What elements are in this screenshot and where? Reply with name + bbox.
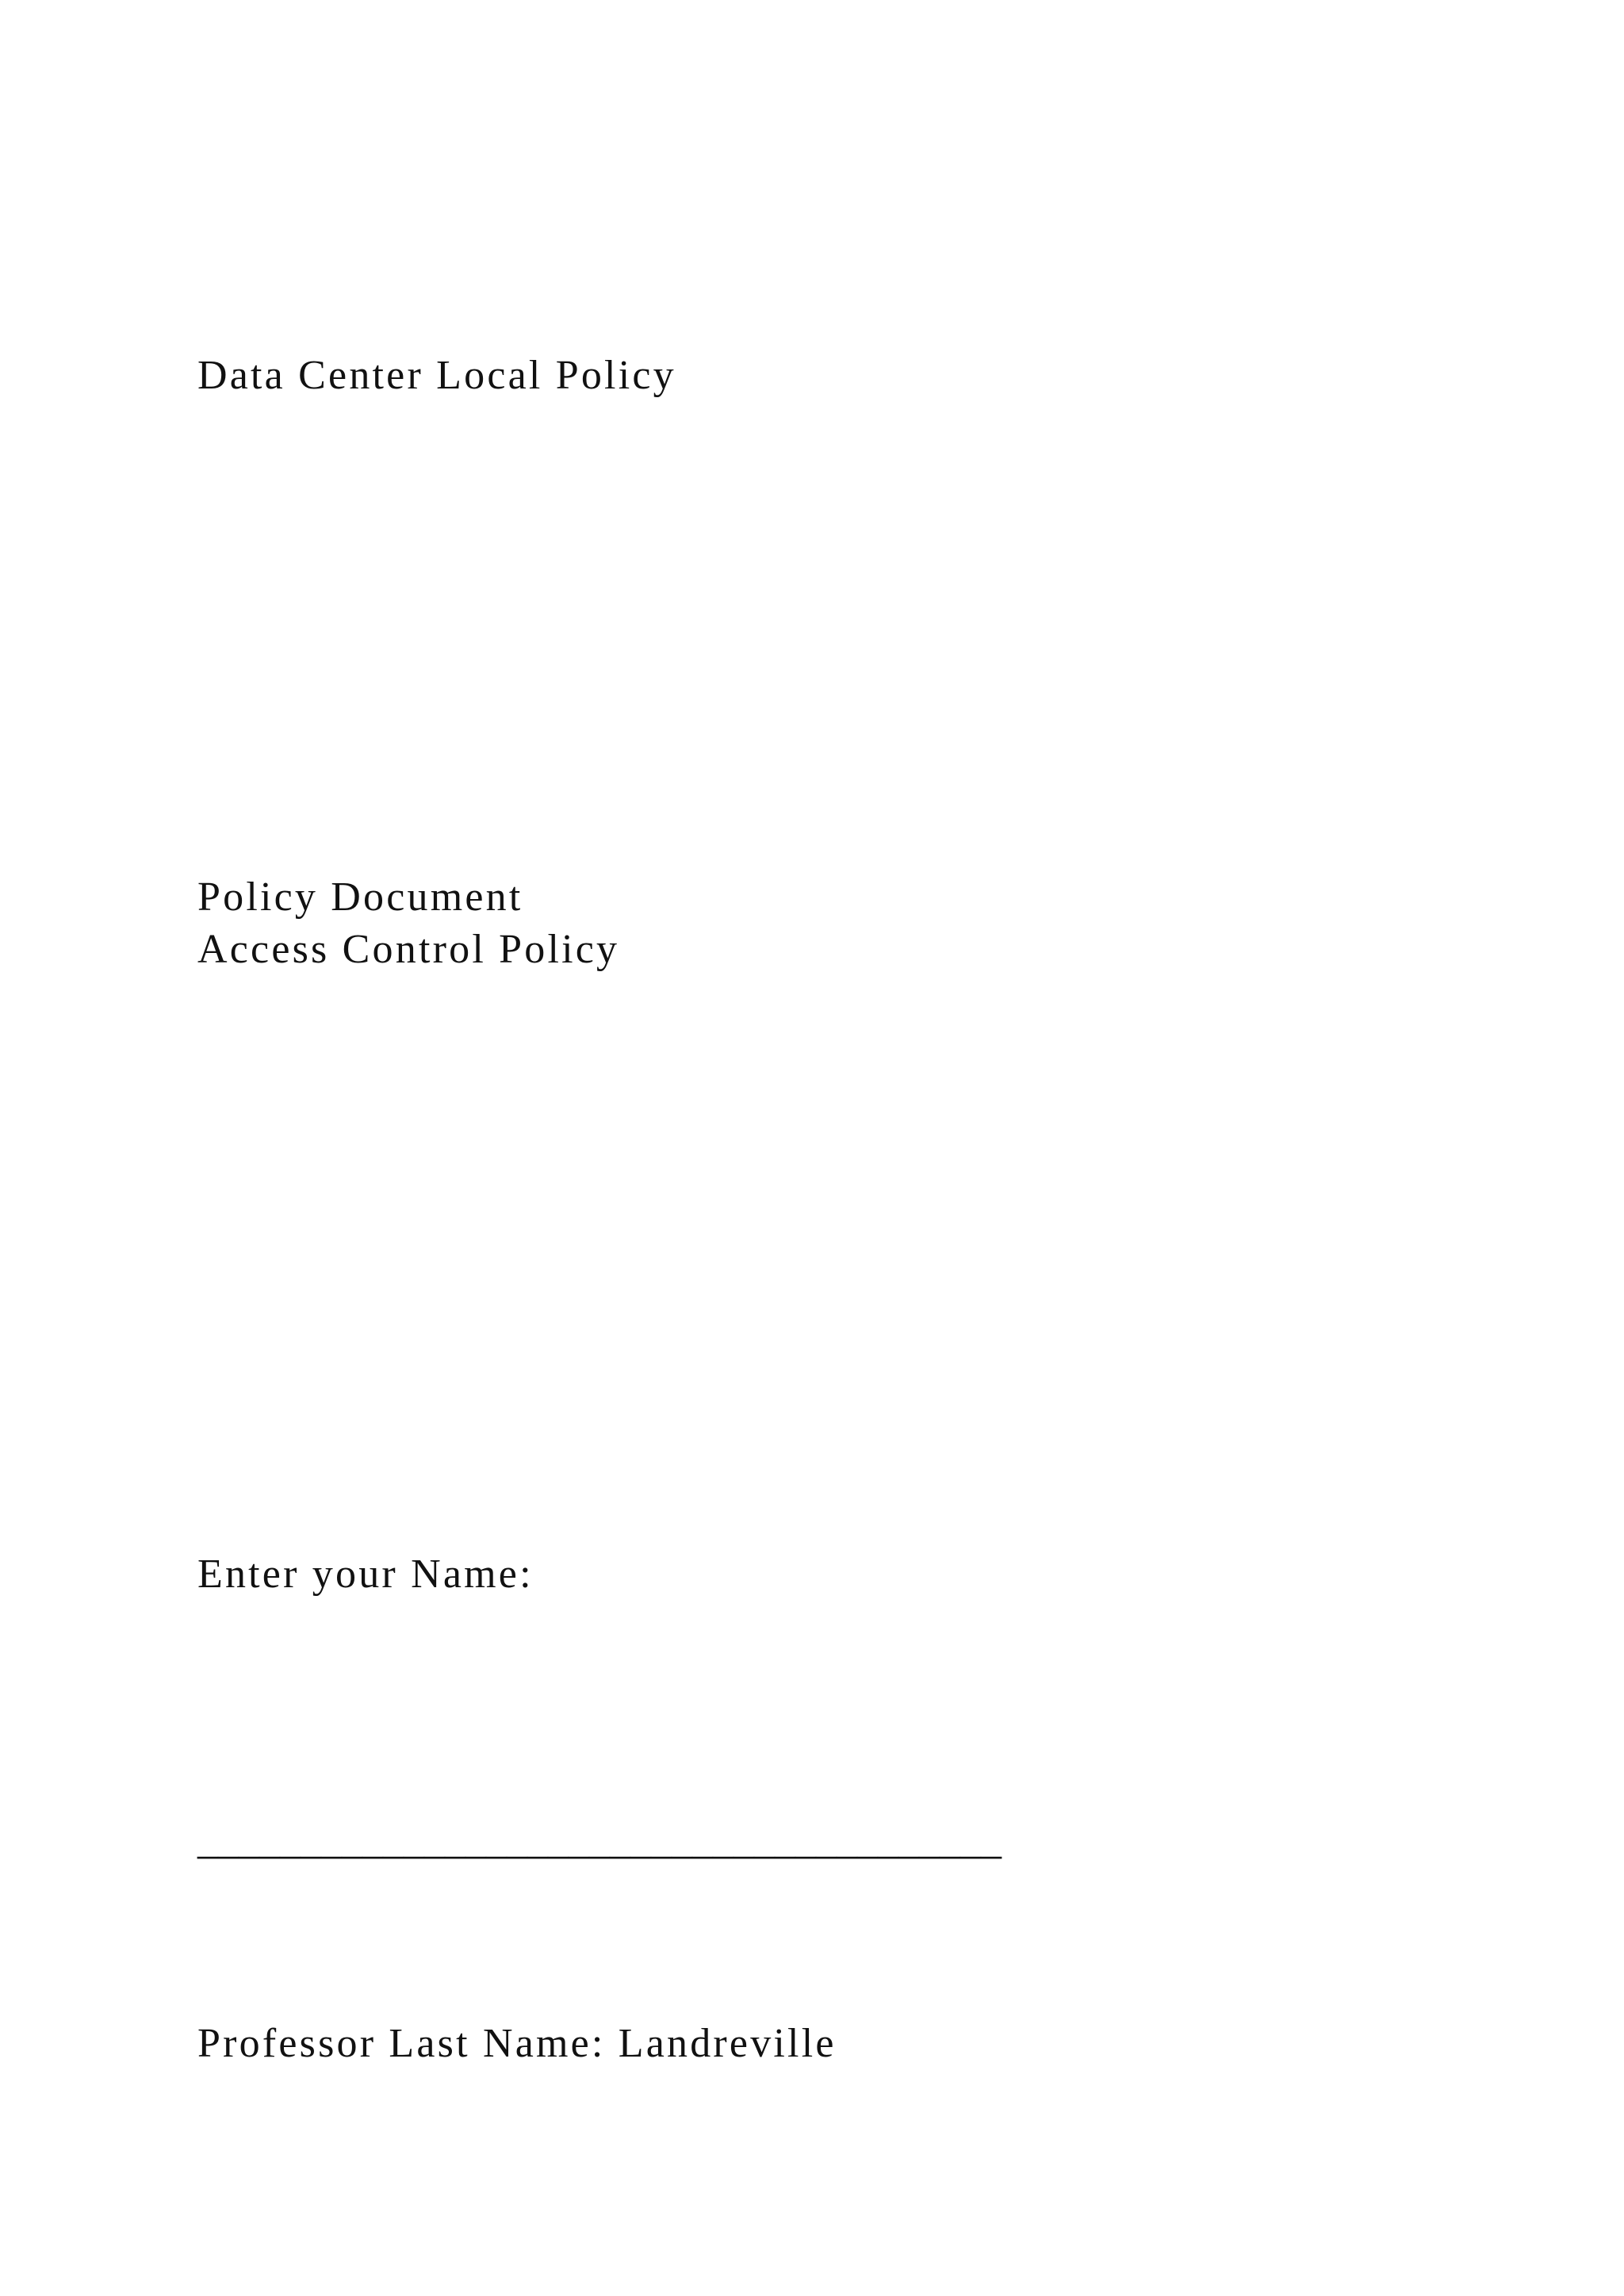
document-title: Data Center Local Policy xyxy=(197,353,676,398)
professor-last-name: Professor Last Name: Landreville xyxy=(197,2021,837,2066)
document-type-label: Policy Document xyxy=(197,874,523,920)
policy-name: Access Control Policy xyxy=(197,927,620,972)
name-prompt: Enter your Name: xyxy=(197,1552,534,1597)
name-entry-line: _______________________________________ xyxy=(197,1818,1002,1863)
